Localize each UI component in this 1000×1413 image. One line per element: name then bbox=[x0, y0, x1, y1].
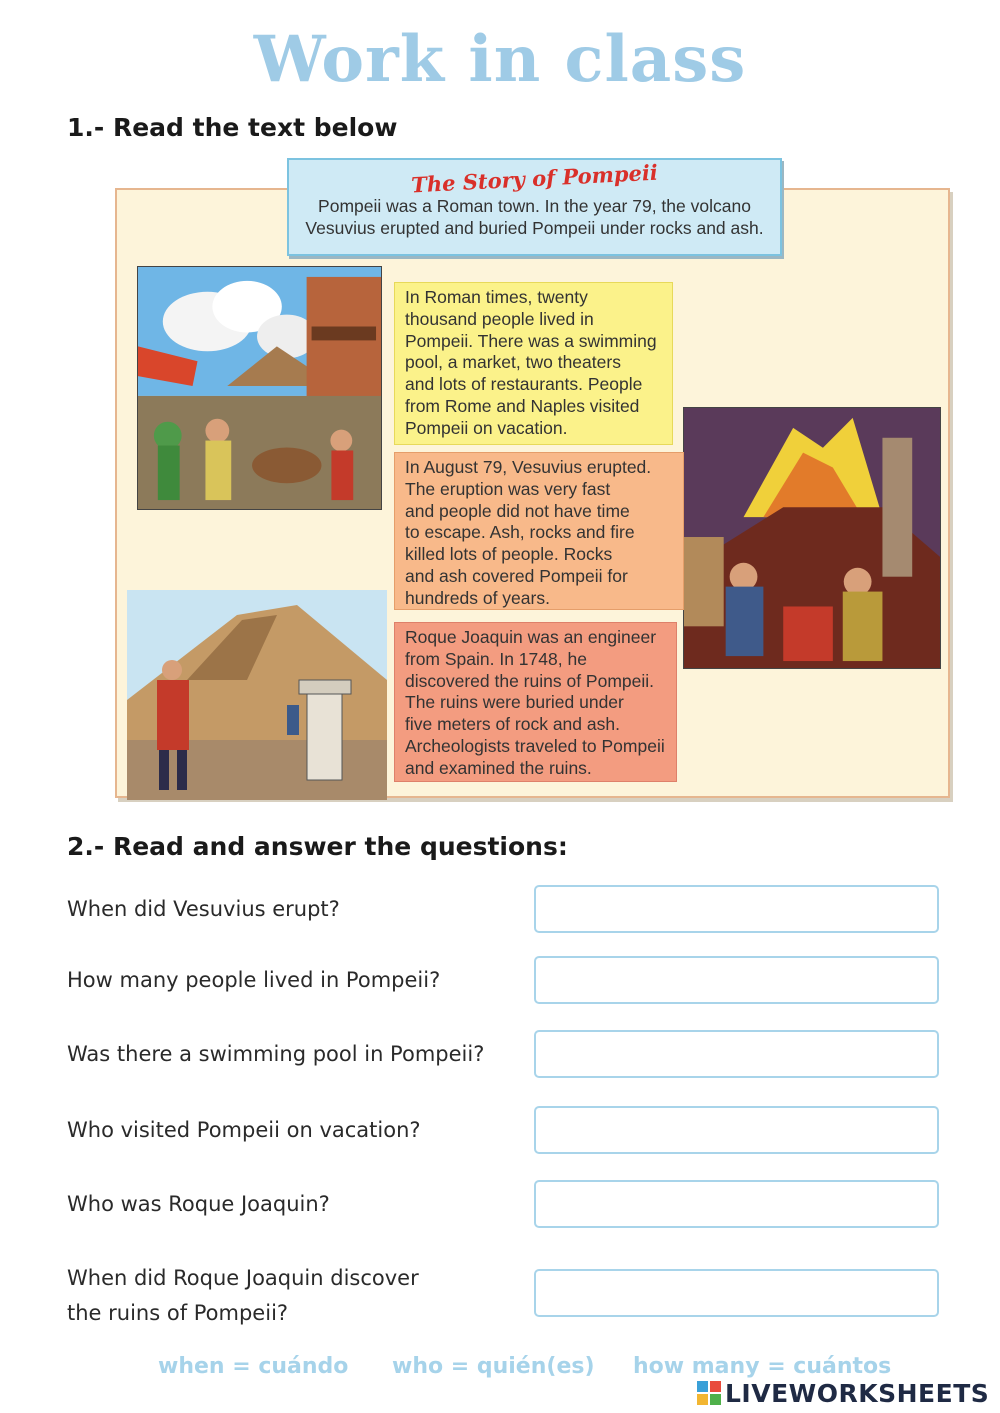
section-2-heading: 2.- Read and answer the questions: bbox=[67, 832, 568, 861]
story-line: pool, a market, two theaters bbox=[405, 352, 621, 373]
story-line: Pompeii on vacation. bbox=[405, 417, 568, 438]
story-box-eruption bbox=[394, 452, 684, 610]
story-line: The ruins were buried under bbox=[405, 692, 624, 713]
story-line: from Rome and Naples visited bbox=[405, 395, 640, 416]
question-1: When did Vesuvius erupt? bbox=[67, 897, 340, 921]
story-line: thousand people lived in bbox=[405, 308, 594, 329]
answer-field-4[interactable] bbox=[534, 1106, 939, 1154]
story-line: and examined the ruins. bbox=[405, 757, 592, 778]
story-line: and people did not have time bbox=[405, 500, 630, 521]
story-line: Archeologists traveled to Pompeii bbox=[405, 735, 665, 756]
section-1-heading: 1.- Read the text below bbox=[67, 113, 398, 142]
answer-field-5[interactable] bbox=[534, 1180, 939, 1228]
story-box-roque-joaquin bbox=[394, 622, 677, 782]
answer-field-1[interactable] bbox=[534, 885, 939, 933]
answer-field-3[interactable] bbox=[534, 1030, 939, 1078]
story-line: and ash covered Pompeii for bbox=[405, 565, 628, 586]
story-line: Pompeii. There was a swimming bbox=[405, 330, 657, 351]
question-4: Who visited Pompeii on vacation? bbox=[67, 1118, 421, 1142]
answer-field-6[interactable] bbox=[534, 1269, 939, 1317]
story-line: and lots of restaurants. People bbox=[405, 374, 643, 395]
story-line: from Spain. In 1748, he bbox=[405, 648, 587, 669]
story-line: In Roman times, twenty bbox=[405, 287, 588, 307]
glossary-when: when = cuándo bbox=[158, 1354, 349, 1379]
question-2: How many people lived in Pompeii? bbox=[67, 968, 441, 992]
question-6-line: the ruins of Pompeii? bbox=[67, 1301, 289, 1325]
story-line: hundreds of years. bbox=[405, 587, 550, 608]
story-line: Roque Joaquin was an engineer bbox=[405, 627, 657, 647]
eruption-illustration bbox=[683, 407, 941, 669]
liveworksheets-logo-icon bbox=[697, 1381, 722, 1406]
story-intro-line: Vesuvius erupted and buried Pompeii under rocks and ash. bbox=[305, 218, 764, 238]
question-5: Who was Roque Joaquin? bbox=[67, 1192, 330, 1216]
story-line: killed lots of people. Rocks bbox=[405, 544, 613, 565]
story-line: discovered the ruins of Pompeii. bbox=[405, 670, 655, 691]
liveworksheets-logo[interactable] bbox=[697, 1376, 989, 1410]
glossary-how-many: how many = cuántos bbox=[633, 1354, 892, 1379]
story-box-roman-times bbox=[394, 282, 673, 445]
glossary-who: who = quién(es) bbox=[392, 1354, 595, 1379]
question-6 bbox=[67, 1261, 419, 1331]
story-intro-line: Pompeii was a Roman town. In the year 79, the volcano bbox=[318, 196, 751, 216]
story-banner bbox=[287, 158, 782, 256]
story-line: to escape. Ash, rocks and fire bbox=[405, 522, 635, 543]
market-illustration bbox=[137, 266, 382, 510]
story-title: The Story of Pompeii bbox=[410, 159, 659, 198]
liveworksheets-logo-text: LIVEWORKSHEETS bbox=[725, 1378, 990, 1408]
question-6-line: When did Roque Joaquin discover bbox=[67, 1266, 419, 1290]
story-line: In August 79, Vesuvius erupted. bbox=[405, 457, 652, 477]
ruins-illustration bbox=[127, 590, 387, 800]
story-line: The eruption was very fast bbox=[405, 478, 611, 499]
question-3: Was there a swimming pool in Pompeii? bbox=[67, 1042, 485, 1066]
story-line: five meters of rock and ash. bbox=[405, 714, 620, 735]
answer-field-2[interactable] bbox=[534, 956, 939, 1004]
page-title: Work in class bbox=[253, 22, 747, 97]
story-intro bbox=[289, 195, 780, 239]
